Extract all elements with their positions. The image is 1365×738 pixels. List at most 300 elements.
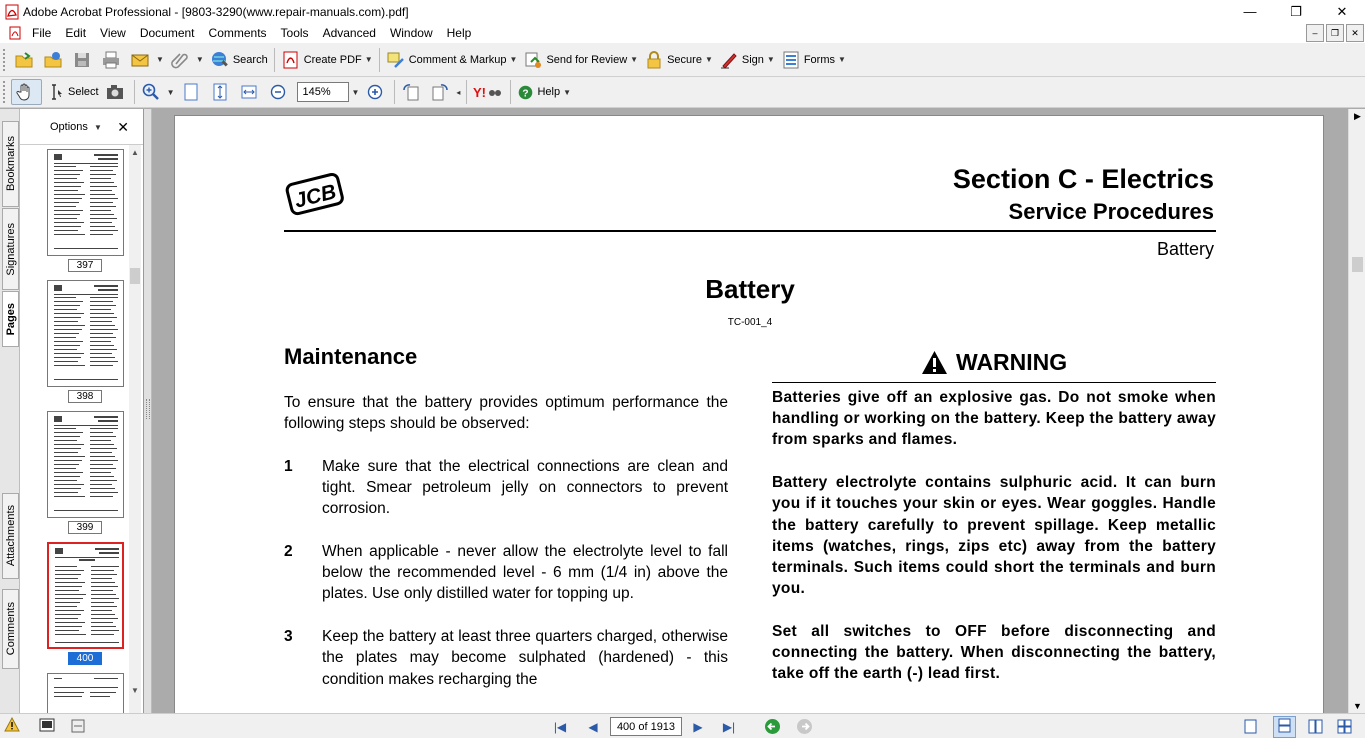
doc-restore-button[interactable]: ❐ — [1326, 24, 1344, 42]
thumbnail-page-number-selected: 400 — [68, 652, 102, 665]
page-number-field[interactable]: 400 of 1913 — [610, 717, 682, 736]
thumbnail-text-line — [54, 472, 83, 473]
facing-layout-button[interactable] — [1308, 719, 1323, 737]
thumbnail-text-line — [55, 582, 85, 583]
thumbnail-text-line — [99, 552, 119, 554]
thumbnail-text-line — [90, 480, 117, 481]
thumbnail-text-line — [90, 692, 116, 693]
thumbnail-text-line — [54, 492, 78, 493]
thumbnail-text-line — [90, 353, 112, 354]
thumbnail-text-line — [90, 333, 113, 334]
thumbnail-text-line — [98, 420, 118, 422]
header-rule — [284, 230, 1216, 232]
secure-button[interactable]: Secure ▼ — [641, 47, 716, 73]
thumbnail-text-line — [90, 444, 114, 445]
send-review-icon — [523, 50, 543, 70]
status-bar — [0, 713, 1365, 738]
thumbnail-text-line — [90, 361, 118, 362]
thumbnail-text-line — [55, 610, 84, 611]
help-label: Help — [537, 86, 561, 98]
create-pdf-button[interactable]: Create PDF ▼ — [278, 47, 376, 73]
thumbnail-page-number: 399 — [68, 521, 102, 534]
thumbnail-text-line — [54, 321, 78, 322]
toolbar-separator — [379, 48, 380, 72]
rotate-left-button[interactable] — [398, 79, 427, 105]
sign-button[interactable]: Sign ▼ — [716, 47, 778, 73]
toolbar-grip[interactable] — [3, 81, 7, 103]
search-button[interactable] — [207, 47, 271, 73]
thumbnail-text-line — [90, 297, 118, 298]
thumbnail-text-line — [79, 559, 95, 561]
previous-view-button[interactable] — [764, 718, 781, 738]
jcb-logo — [284, 170, 346, 220]
thumbnail-text-line — [54, 234, 85, 235]
email-icon — [130, 50, 150, 70]
close-panel-icon[interactable]: ✕ — [117, 119, 129, 135]
scrollbar-thumb[interactable] — [130, 268, 140, 284]
thumbnail-text-line — [54, 214, 80, 215]
help-button[interactable]: ? Help ▼ — [514, 79, 574, 105]
thumbnail-text-line — [90, 432, 113, 433]
continuous-facing-layout-button[interactable] — [1337, 719, 1352, 737]
thumbnail-text-line — [91, 574, 117, 575]
thumbnail-text-line — [54, 480, 77, 481]
toolbar-grip[interactable] — [3, 49, 7, 71]
maintenance-heading: Maintenance — [284, 344, 418, 369]
actual-size-icon — [181, 82, 201, 102]
thumbnail-text-line — [90, 357, 115, 358]
title-bar — [0, 0, 1365, 23]
thumbnail-text-line — [54, 230, 78, 231]
thumbnail-text-line — [54, 440, 77, 441]
actual-size-button[interactable] — [178, 79, 207, 105]
thumbnail-text-line — [54, 333, 79, 334]
organizer-icon — [43, 50, 63, 70]
thumbnail-text-line — [55, 594, 86, 595]
paperclip-icon — [170, 50, 190, 70]
svg-text:Y!: Y! — [473, 85, 487, 100]
scroll-up-arrow[interactable]: ▶ — [1354, 111, 1361, 121]
scroll-down-arrow[interactable]: ▼ — [1353, 701, 1362, 711]
thumbnail-text-line — [90, 178, 111, 179]
thumbnail-text-line — [91, 626, 116, 627]
secure-label: Secure — [667, 53, 702, 66]
page-size-icon[interactable] — [71, 719, 85, 736]
forms-icon — [781, 50, 801, 70]
thumbnail-text-line — [91, 582, 115, 583]
comment-markup-button[interactable]: Comment & Markup ▼ — [383, 47, 521, 73]
printer-icon — [101, 50, 121, 70]
pages-panel — [20, 109, 144, 713]
next-page-button[interactable]: ▶ — [693, 720, 703, 734]
search-globe-icon — [210, 50, 230, 70]
thumbnail-text-line — [55, 642, 119, 643]
step-number: 3 — [284, 628, 293, 646]
print-button[interactable] — [98, 47, 127, 73]
thumbnail-text-line — [90, 492, 118, 493]
thumbnail-text-line — [54, 198, 82, 199]
continuous-layout-button[interactable] — [1273, 716, 1296, 738]
hand-tool-button[interactable] — [11, 79, 42, 105]
thumbnail-text-line — [55, 634, 86, 635]
document-scrollbar[interactable] — [1348, 109, 1365, 713]
tab-bookmarks[interactable]: Bookmarks — [2, 121, 19, 207]
thumbnail-text-line — [54, 154, 62, 160]
first-page-button[interactable]: |◀ — [553, 720, 567, 734]
restore-button[interactable]: ❐ — [1290, 3, 1302, 19]
thumbnail-text-line — [54, 687, 118, 688]
view-toolbar — [0, 77, 1365, 108]
menu-document[interactable]: Document — [139, 26, 195, 40]
thumbnail-text-line — [54, 163, 118, 164]
thumbnail-text-line — [91, 606, 117, 607]
thumbnail-text-line — [54, 510, 118, 511]
thumbnail-text-line — [90, 325, 115, 326]
thumbnail-text-line — [55, 630, 79, 631]
thumbnail-text-line — [54, 416, 62, 422]
thumbnail-text-line — [54, 448, 81, 449]
tab-comments[interactable]: Comments — [2, 589, 19, 669]
document-view — [153, 109, 1348, 713]
thumbnail-text-line — [54, 678, 62, 679]
thumbnail-text-line — [90, 202, 113, 203]
intro-paragraph: To ensure that the battery provides optimum performance the following steps should be observed: — [284, 394, 728, 433]
thumbnail-text-line — [54, 206, 76, 207]
yahoo-search-button[interactable] — [470, 79, 507, 105]
create-pdf-label: Create PDF — [303, 53, 362, 66]
save-button[interactable] — [69, 47, 98, 73]
pdf-page — [174, 115, 1324, 713]
thumbnail-text-line — [94, 154, 118, 156]
thumbnail-text-line — [90, 428, 118, 429]
thumbnail-text-line — [54, 365, 85, 366]
thumbnail-text-line — [54, 379, 118, 380]
thumbnail-text-line — [54, 476, 80, 477]
next-view-button[interactable] — [796, 718, 813, 738]
thumbnail-text-line — [54, 452, 78, 453]
thumbnail-text-line — [54, 194, 85, 195]
thumbnail-text-line — [90, 365, 113, 366]
thumbnail-text-line — [91, 594, 116, 595]
fit-width-button[interactable] — [236, 79, 265, 105]
list-item — [284, 626, 728, 690]
comment-markup-icon — [386, 50, 406, 70]
organizer-button[interactable] — [40, 47, 69, 73]
toolbar-separator — [134, 80, 135, 104]
window-mode-icon[interactable] — [39, 718, 55, 735]
rotate-right-button[interactable]: ◂ — [427, 79, 463, 105]
step-text: Make sure that the electrical connections are clean and tight. Smear petroleum jelly on connectors to prevent corrosion. — [322, 457, 728, 518]
hand-icon — [15, 82, 35, 102]
thumbnail-text-line — [54, 496, 85, 497]
zoom-dropdown[interactable]: 145% ▼ — [294, 79, 363, 105]
thumbnail-text-line — [55, 618, 78, 619]
rotate-clockwise-icon — [430, 82, 450, 102]
thumbnail-text-line — [94, 678, 118, 679]
previous-page-button[interactable]: ◀ — [588, 720, 598, 734]
search-label: Search — [232, 53, 268, 66]
back-arrow-icon — [764, 718, 781, 735]
thumbnail-page-number: 397 — [68, 259, 102, 272]
thumbnail-text-line — [90, 460, 118, 461]
warning-paragraph: Batteries give off an explosive gas. Do not smoke when handling or working on the battery. Keep the battery away from sparks and flames. — [772, 389, 1216, 449]
thumbnail-text-line — [54, 248, 118, 249]
thumbnail-text-line — [90, 186, 117, 187]
help-icon — [517, 84, 534, 101]
thumbnail-text-line — [54, 202, 79, 203]
thumbnail-text-line — [54, 488, 81, 489]
thumbnail-text-line — [90, 337, 116, 338]
email-button[interactable]: ▼ — [127, 47, 167, 73]
rotate-view-icon — [401, 82, 421, 102]
yahoo-toolbar-icon — [473, 82, 501, 102]
thumbnail-text-line — [90, 194, 115, 195]
thumbnail-text-line — [54, 294, 118, 295]
warning-paragraph: Battery electrolyte contains sulphuric acid. It can burn you if it touches your skin or eyes. Wear goggles. Handle the battery carefully to prevent spillage. Keep metallic items (watches, rings, zips etc) away from the battery terminals. Such items could short the terminals and burn you. — [772, 474, 1216, 598]
thumbnail-text-line — [54, 313, 84, 314]
panel-splitter[interactable] — [144, 109, 152, 713]
zoom-input[interactable]: 145% — [297, 82, 349, 102]
thumbnail-text-line — [90, 488, 115, 489]
tab-signatures[interactable]: Signatures — [2, 208, 19, 290]
thumbnail-text-line — [55, 602, 80, 603]
page-thumbnail[interactable] — [47, 411, 124, 518]
menu-advanced[interactable]: Advanced — [322, 26, 376, 40]
save-disk-icon — [72, 50, 92, 70]
thumbnail-text-line — [54, 361, 78, 362]
thumbnail-text-line — [90, 198, 118, 199]
thumbnail-text-line — [90, 166, 118, 167]
menu-edit[interactable]: Edit — [65, 26, 87, 40]
page-thumbnail[interactable] — [47, 280, 124, 387]
document-icon[interactable] — [8, 26, 22, 40]
thumbnail-text-line — [94, 285, 118, 287]
thumbnail-text-line — [54, 301, 83, 302]
thumbnail-text-line — [90, 464, 113, 465]
step-text: Keep the battery at least three quarters charged, otherwise the plates may become sulphated (hardened) - this condition makes recharging the — [322, 628, 728, 688]
section-title: Section C - Electrics — [952, 164, 1214, 194]
thumbnail-text-line — [55, 598, 83, 599]
zoom-out-button[interactable] — [265, 79, 294, 105]
toolbar-separator — [510, 80, 511, 104]
scroll-down-arrow[interactable]: ▼ — [131, 686, 139, 695]
thumbnail-text-line — [91, 610, 112, 611]
tab-pages[interactable]: Pages — [2, 291, 19, 347]
select-tool-button[interactable] — [42, 79, 102, 105]
thumbnail-text-line — [90, 226, 115, 227]
menu-bar — [0, 23, 1365, 43]
thumbnail-text-line — [90, 170, 113, 171]
close-window-button[interactable]: ✕ — [1336, 3, 1348, 19]
thumbnail-text-line — [90, 341, 111, 342]
thumbnail-text-line — [90, 317, 117, 318]
create-pdf-icon — [281, 50, 301, 70]
warning-heading — [921, 349, 1067, 376]
thumbnail-text-line — [90, 174, 116, 175]
thumbnail-text-line — [55, 557, 119, 558]
thumbnail-text-line — [90, 218, 117, 219]
thumbnail-text-line — [54, 444, 84, 445]
warning-label: WARNING — [956, 349, 1068, 375]
thumbnail-text-line — [90, 321, 112, 322]
thumbnail-text-line — [54, 226, 81, 227]
zoom-in-icon — [365, 82, 385, 102]
zoom-in-button[interactable] — [362, 79, 391, 105]
thumbnail-text-line — [54, 317, 81, 318]
thumbnail-text-line — [54, 357, 81, 358]
forward-arrow-icon — [796, 718, 813, 735]
thumbnail-text-line — [54, 692, 84, 693]
thumbnail-text-line — [54, 456, 85, 457]
fit-page-icon — [210, 82, 230, 102]
doc-close-button[interactable]: ✕ — [1346, 24, 1364, 42]
thumbnail-text-line — [90, 313, 114, 314]
tab-attachments[interactable]: Attachments — [2, 493, 19, 579]
minimize-button[interactable]: — — [1243, 4, 1257, 19]
zoom-out-icon — [268, 82, 288, 102]
thumbnail-text-line — [54, 349, 77, 350]
file-toolbar — [0, 43, 1365, 77]
scrollbar-thumb[interactable] — [1352, 257, 1363, 272]
single-page-icon — [1243, 719, 1258, 734]
thumbnail-text-line — [54, 178, 77, 179]
warning-rule — [772, 382, 1216, 383]
menu-tools[interactable]: Tools — [280, 26, 309, 40]
thumbnail-text-line — [91, 590, 113, 591]
sign-label: Sign — [741, 53, 764, 66]
menu-comments[interactable]: Comments — [208, 26, 267, 40]
thumbnail-text-line — [54, 460, 82, 461]
thumbnail-text-line — [54, 174, 80, 175]
send-for-review-button[interactable]: Send for Review ▼ — [520, 47, 641, 73]
list-item — [284, 456, 728, 520]
thumbnail-text-line — [54, 337, 76, 338]
thumbnail-text-line — [91, 598, 119, 599]
thumbnail-text-line — [54, 305, 80, 306]
thumbnail-text-line — [55, 570, 84, 571]
thumbnail-text-line — [90, 476, 114, 477]
thumbnail-text-line — [55, 622, 85, 623]
step-number: 2 — [284, 543, 293, 561]
single-page-layout-button[interactable] — [1243, 719, 1258, 737]
camera-icon — [105, 82, 125, 102]
fit-page-button[interactable] — [207, 79, 236, 105]
open-folder-icon — [14, 50, 34, 70]
thumbnail-text-line — [90, 440, 111, 441]
fit-width-icon — [239, 82, 259, 102]
text-cursor-icon — [45, 82, 65, 102]
thumbnail-text-line — [55, 578, 78, 579]
thumbnail-text-line — [95, 548, 119, 550]
thumbnail-text-line — [54, 428, 76, 429]
pages-panel-scrollbar[interactable] — [129, 145, 141, 713]
thumbnail-text-line — [54, 297, 76, 298]
scroll-up-arrow[interactable]: ▲ — [131, 148, 139, 157]
thumbnail-text-line — [54, 309, 77, 310]
lock-icon — [644, 50, 664, 70]
navigation-tabs — [0, 109, 20, 713]
warning-status-icon[interactable] — [4, 717, 20, 736]
page-thumbnail[interactable] — [47, 673, 124, 713]
zoom-in-tool-button[interactable]: ▼ — [138, 79, 178, 105]
send-for-review-label: Send for Review — [546, 53, 628, 66]
thumbnail-text-line — [91, 566, 119, 567]
comment-markup-label: Comment & Markup — [408, 53, 507, 66]
thumbnail-text-line — [54, 325, 85, 326]
menu-window[interactable]: Window — [389, 26, 433, 40]
window-title: Adobe Acrobat Professional - [9803-3290(www.repair-manuals.com).pdf] — [23, 4, 409, 19]
thumbnail-text-line — [54, 464, 79, 465]
thumbnail-text-line — [90, 349, 117, 350]
thumbnail-text-line — [91, 570, 114, 571]
list-item — [284, 541, 728, 605]
maintenance-column — [284, 392, 728, 711]
thumbnail-text-line — [90, 696, 110, 697]
thumbnail-text-line — [98, 158, 118, 160]
thumbnail-text-line — [54, 696, 82, 697]
thumbnail-text-line — [91, 618, 118, 619]
thumbnail-text-line — [90, 452, 112, 453]
thumbnail-text-line — [55, 590, 79, 591]
thumbnail-text-line — [90, 448, 117, 449]
thumbnail-text-line — [90, 190, 112, 191]
thumbnail-text-line — [91, 578, 112, 579]
page-thumbnail[interactable] — [47, 149, 124, 256]
svg-text:JCB: JCB — [292, 180, 339, 213]
last-page-button[interactable]: ▶| — [722, 720, 736, 734]
thumbnail-text-line — [90, 436, 116, 437]
thumbnail-text-line — [91, 602, 114, 603]
warning-paragraph: Set all switches to OFF before disconnecting and connecting the battery. When disconnecting the battery, take off the earth (-) lead first. — [772, 622, 1216, 683]
warning-column — [772, 387, 1216, 706]
thumbnail-text-line — [90, 329, 118, 330]
thumbnail-text-line — [90, 472, 111, 473]
menu-help[interactable]: Help — [446, 26, 472, 40]
thumbnail-text-line — [90, 345, 114, 346]
toolbar-separator — [394, 80, 395, 104]
toolbar-separator — [466, 80, 467, 104]
thumbnail-text-line — [91, 634, 114, 635]
thumbnail-text-line — [54, 468, 76, 469]
thumbnail-text-line — [90, 301, 113, 302]
thumbnail-text-line — [98, 289, 118, 291]
forms-button[interactable]: Forms ▼ — [778, 47, 849, 73]
options-menu-button[interactable]: Options ▼ — [50, 120, 102, 133]
open-button[interactable] — [11, 47, 40, 73]
acrobat-app-icon — [5, 4, 19, 20]
doc-minimize-button[interactable]: – — [1306, 24, 1324, 42]
thumbnail-text-line — [54, 432, 83, 433]
menu-view[interactable]: View — [100, 26, 126, 40]
thumbnail-text-line — [55, 586, 82, 587]
thumbnail-text-line — [90, 468, 116, 469]
thumbnail-text-line — [54, 218, 77, 219]
attach-button[interactable]: ▼ — [167, 47, 207, 73]
splitter-grip[interactable] — [146, 399, 150, 419]
warning-triangle-icon — [921, 350, 948, 375]
thumbnail-text-line — [54, 186, 81, 187]
menu-file[interactable]: File — [32, 26, 52, 40]
svg-text:?: ? — [522, 87, 530, 99]
snapshot-button[interactable] — [102, 79, 131, 105]
thumbnail-text-line — [90, 309, 111, 310]
thumbnail-text-line — [91, 622, 113, 623]
thumbnail-text-line — [90, 182, 114, 183]
step-text: When applicable - never allow the electrolyte level to fall below the recommended level - 6 mm (1/4 in) above the plates. Use only distilled water for topping up. — [322, 543, 728, 603]
page-thumbnail-selected[interactable] — [47, 542, 124, 649]
toolbar-separator — [274, 48, 275, 72]
facing-pages-icon — [1308, 719, 1323, 734]
